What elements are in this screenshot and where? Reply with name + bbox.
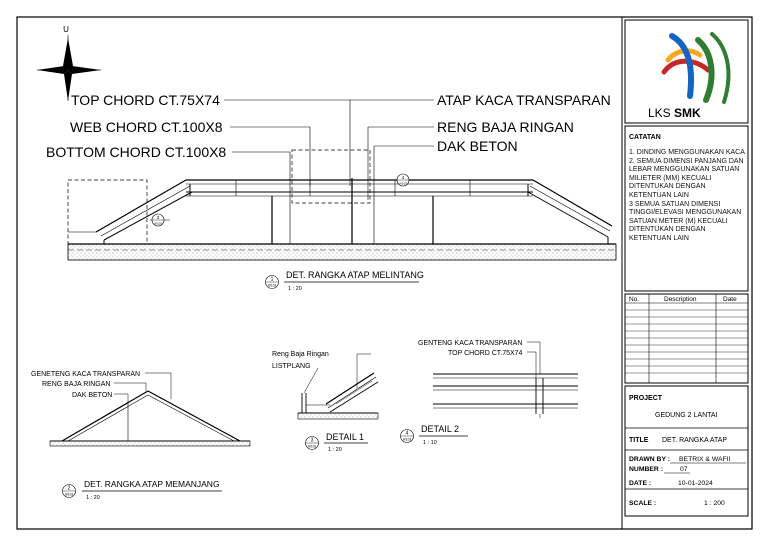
marker-3-ref: A/103 xyxy=(154,221,162,226)
catatan-title: CATATAN xyxy=(629,134,661,141)
project-value: GEDUNG 2 LANTAI xyxy=(655,412,718,419)
melintang-title: DET. RANGKA ATAP MELINTANG xyxy=(286,270,424,280)
detail1-callout-listplang: LISTPLANG xyxy=(272,363,311,370)
north-arrow-icon xyxy=(37,25,101,101)
north-label: U xyxy=(63,25,69,34)
rev-header-no: No. xyxy=(629,296,640,303)
callout-bottom-chord: BOTTOM CHORD CT.100X8 xyxy=(46,144,227,160)
detail2-callout-genteng: GENTENG KACA TRANSPARAN xyxy=(418,340,523,347)
marker-3-num: 3 xyxy=(156,215,160,220)
title-label: TITLE xyxy=(629,437,649,444)
project-label: PROJECT xyxy=(629,395,663,402)
detail2-scale: 1 : 10 xyxy=(423,440,437,446)
marker-4-ref: A/103 xyxy=(399,181,407,186)
marker-3b-num: 3 xyxy=(310,437,314,444)
scale-value: 1 : 200 xyxy=(704,500,725,507)
catatan-notes xyxy=(629,149,745,244)
section-marker-3 xyxy=(150,214,170,226)
marker-4-num: 4 xyxy=(401,175,405,180)
callout-web-chord: WEB CHORD CT.100X8 xyxy=(70,119,223,135)
view-title-detail1 xyxy=(306,432,369,453)
memanjang-scale: 1 : 20 xyxy=(86,495,100,501)
melintang-view xyxy=(68,150,616,260)
callout-atap-kaca: ATAP KACA TRANSPARAN xyxy=(437,92,611,108)
marker-1-num: 1 xyxy=(270,276,274,283)
rev-header-desc: Description xyxy=(664,296,697,303)
view-title-memanjang xyxy=(63,479,223,501)
marker-3b-ref: A/103 xyxy=(307,444,317,449)
marker-2-num: 2 xyxy=(67,485,71,492)
memanjang-title: DET. RANGKA ATAP MEMANJANG xyxy=(84,479,220,489)
marker-1-ref: A/103 xyxy=(267,283,277,288)
date-label: DATE : xyxy=(629,480,652,487)
detail2-callout-top-chord: TOP CHORD CT.75X74 xyxy=(448,350,523,357)
marker-4b-num: 4 xyxy=(405,430,409,437)
drawn-label: DRAWN BY : xyxy=(629,456,671,463)
lks-smk-logo xyxy=(648,34,728,120)
detail1-title: DETAIL 1 xyxy=(326,432,365,442)
detail1-callout-reng: Reng Baja Ringan xyxy=(272,351,329,358)
drawn-value: BETRIX & WAFII xyxy=(679,456,731,463)
note-1: 1. DINDING MENGGUNAKAN KACA xyxy=(629,149,745,156)
logo-text-lks: LKS xyxy=(648,106,671,120)
view-title-melintang xyxy=(266,270,424,292)
callout-reng-baja: RENG BAJA RINGAN xyxy=(437,119,574,135)
memanjang-callout-reng: RENG BAJA RINGAN xyxy=(42,381,111,388)
number-value: 07 xyxy=(680,466,688,473)
logo-text-smk: SMK xyxy=(674,106,701,120)
note-2: 2. SEMUA DIMENSI PANJANG DAN LEBAR MENGGUNAKAN SATUAN MILIETER (MM) KECUALI DITENTUKAN DENGAN KETENTUAN LAIN xyxy=(629,157,744,199)
note-3: 3 SEMUA SATUAN DIMENSI TINGGI/ELEVASI MENGGUNAKAN SATUAN METER (M) KECUALI DITENTUKAN DENGAN KETENTUAN LAIN xyxy=(629,200,742,242)
marker-4b-ref: A/103 xyxy=(402,437,412,442)
scale-label: SCALE : xyxy=(629,500,657,507)
melintang-right-leaders xyxy=(350,100,434,244)
date-value: 10-01-2024 xyxy=(678,480,713,487)
view-title-detail2 xyxy=(401,424,469,446)
callout-top-chord: TOP CHORD CT.75X74 xyxy=(71,92,220,108)
melintang-left-leaders xyxy=(224,100,350,244)
memanjang-callout-geneteng: GENETENG KACA TRANSPARAN xyxy=(31,371,141,378)
melintang-scale: 1 : 20 xyxy=(288,286,302,292)
rev-header-date: Date xyxy=(723,296,737,303)
detail1-scale: 1 : 20 xyxy=(328,447,342,453)
callout-dak-beton: DAK BETON xyxy=(437,138,518,154)
detail2-title: DETAIL 2 xyxy=(421,424,460,434)
memanjang-callout-dak: DAK BETON xyxy=(72,392,113,399)
number-label: NUMBER : xyxy=(629,466,663,473)
title-value: DET. RANGKA ATAP xyxy=(662,437,728,444)
marker-2-ref: A/103 xyxy=(64,492,74,497)
